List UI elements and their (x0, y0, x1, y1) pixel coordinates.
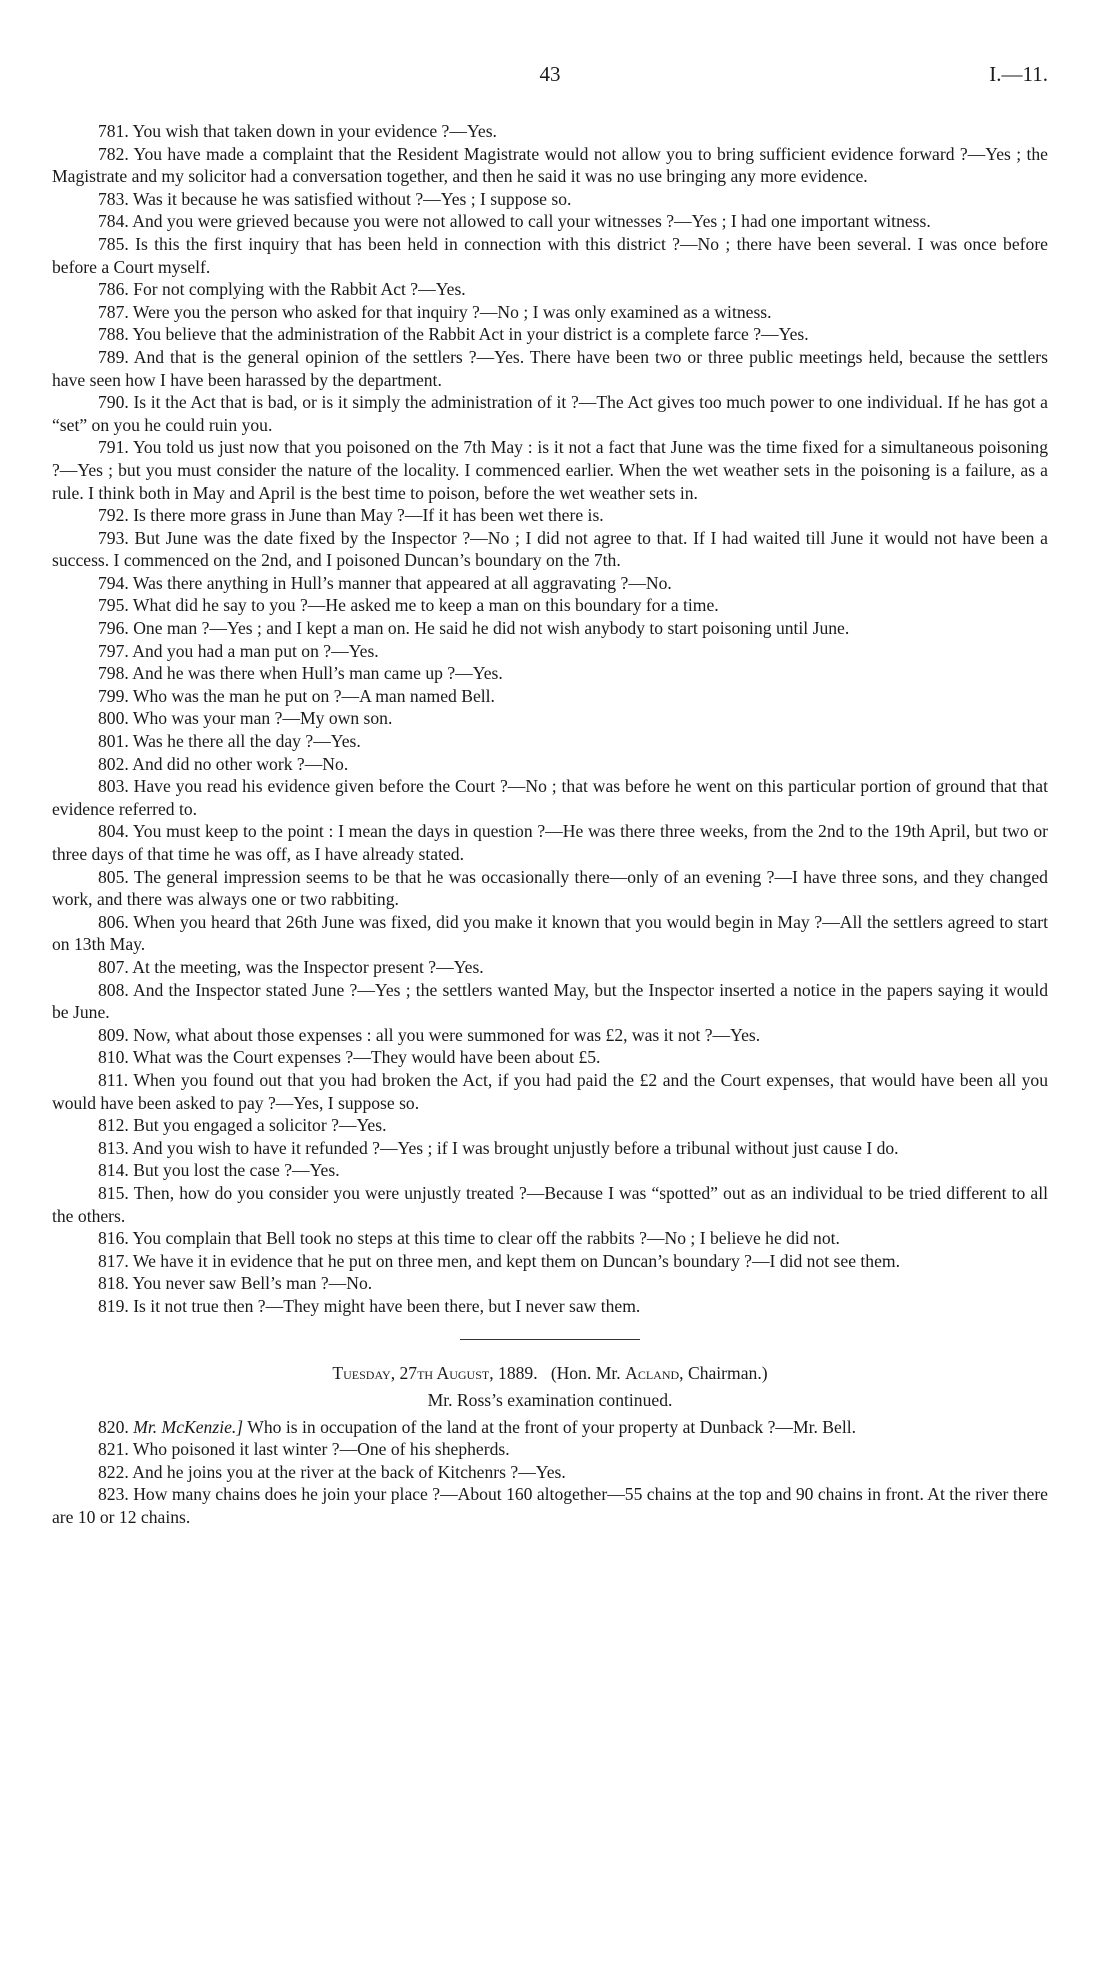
question-text: Who was the man he put on ?—A man named Bell. (132, 685, 495, 706)
question-paragraph (52, 617, 1048, 640)
question-number: 814. (98, 1160, 129, 1181)
question-paragraph (52, 1416, 1048, 1439)
question-paragraph (52, 188, 1048, 211)
question-number: 786. (98, 279, 129, 300)
question-text: But you engaged a solicitor ?—Yes. (133, 1115, 387, 1136)
question-text: When you heard that 26th June was fixed, did you make it known that you would begin in May ?—All the settlers agreed to start on 13th May. (52, 911, 1048, 955)
document-code: I.—11. (989, 62, 1048, 86)
question-number: 795. (98, 595, 129, 616)
question-text: The general impression seems to be that he was occasionally there—only of an evening ?—I have three sons, and they changed work, and there was always one or two rabbiting. (52, 866, 1048, 910)
question-number: 804. (98, 821, 129, 842)
question-text: Is this the first inquiry that has been held in connection with this district ?—No ; there have been several. I was once before before a Court myself. (52, 233, 1048, 277)
question-paragraph (52, 911, 1048, 956)
question-paragraph (52, 1227, 1048, 1250)
question-text: Was there anything in Hull’s manner that appeared at all aggravating ?—No. (132, 572, 672, 593)
question-text: What was the Court expenses ?—They would have been about £5. (132, 1047, 601, 1068)
question-paragraph (52, 594, 1048, 617)
question-number: 797. (98, 640, 129, 661)
question-paragraph (52, 707, 1048, 730)
question-text: Who was your man ?—My own son. (132, 708, 393, 729)
question-text: You told us just now that you poisoned on the 7th May : is it not a fact that June was the time fixed for a simultaneous poisoning ?—Yes ; but you must consider the nature of the locality. I commenced earlier. When the wet weather sets in the poisoning is a failure, as a rule. I think both in May and April is the best time to poison, before the wet weather sets in. (52, 437, 1049, 503)
question-number: 818. (98, 1273, 129, 1294)
question-paragraph (52, 233, 1048, 278)
question-number: 789. (98, 346, 129, 367)
question-number: 788. (98, 324, 129, 345)
session-heading (52, 1362, 1048, 1385)
session-chair-close: Chairman.) (687, 1363, 768, 1384)
question-number: 809. (98, 1024, 129, 1045)
question-text: You must keep to the point : I mean the days in question ?—He was there three weeks, from the 2nd to the 19th April, but two or three days of that time he was off, as I have already stated. (52, 821, 1048, 864)
question-text: Is it not true then ?—They might have been there, but I never saw them. (133, 1295, 641, 1316)
question-text: We have it in evidence that he put on three men, and kept them on Duncan’s boundary ?—I did not see them. (132, 1250, 900, 1271)
question-paragraph (52, 979, 1048, 1024)
question-text: One man ?—Yes ; and I kept a man on. He said he did not wish anybody to start poisoning until June. (133, 618, 850, 639)
question-text: You complain that Bell took no steps at this time to clear off the rabbits ?—No ; I believe he did not. (132, 1228, 840, 1249)
question-number: 819. (98, 1295, 129, 1316)
question-paragraph (52, 210, 1048, 233)
question-text: Was he there all the day ?—Yes. (132, 731, 361, 752)
question-text: Is it the Act that is bad, or is it simply the administration of it ?—The Act gives too much power to one individual. If he has got a “set” on you he could ruin you. (52, 392, 1048, 435)
question-list-continued (52, 1416, 1048, 1529)
question-number: 807. (98, 956, 129, 977)
question-text: But you lost the case ?—Yes. (133, 1160, 340, 1181)
question-number: 813. (98, 1137, 129, 1158)
question-paragraph (52, 346, 1048, 391)
question-paragraph (52, 1046, 1048, 1069)
question-paragraph (52, 1461, 1048, 1484)
question-paragraph (52, 1024, 1048, 1047)
question-text: Who poisoned it last winter ?—One of his shepherds. (132, 1439, 510, 1460)
question-number: 816. (98, 1228, 129, 1249)
question-text: And he was there when Hull’s man came up ?—Yes. (132, 663, 503, 684)
question-text: What did he say to you ?—He asked me to keep a man on this boundary for a time. (132, 595, 719, 616)
question-paragraph (52, 640, 1048, 663)
question-paragraph (52, 436, 1048, 504)
question-text: For not complying with the Rabbit Act ?—Yes. (133, 279, 466, 300)
question-number: 801. (98, 731, 129, 752)
session-day: Tuesday, 27th August, 1889. (332, 1363, 538, 1384)
question-text: And you were grieved because you were not allowed to call your witnesses ?—Yes ; I had one important witness. (132, 211, 931, 232)
question-paragraph (52, 730, 1048, 753)
question-paragraph (52, 391, 1048, 436)
question-paragraph (52, 685, 1048, 708)
question-number: 810. (98, 1047, 129, 1068)
speaker-name: Mr. McKenzie.] (133, 1416, 244, 1437)
question-paragraph (52, 527, 1048, 572)
question-paragraph (52, 956, 1048, 979)
question-text: Who is in occupation of the land at the front of your property at Dunback ?—Mr. Bell. (247, 1416, 857, 1437)
question-number: 817. (98, 1250, 129, 1271)
question-number: 792. (98, 505, 129, 526)
question-number: 815. (98, 1182, 129, 1203)
question-text: And the Inspector stated June ?—Yes ; the settlers wanted May, but the Inspector inserted a notice in the papers saying it would be June. (52, 979, 1048, 1023)
question-paragraph (52, 820, 1048, 865)
question-number: 820. (98, 1416, 129, 1437)
question-number: 812. (98, 1115, 129, 1136)
question-number: 803. (98, 776, 129, 797)
question-paragraph (52, 1483, 1048, 1528)
question-text: And did no other work ?—No. (132, 753, 349, 774)
question-paragraph (52, 504, 1048, 527)
document-body (52, 120, 1048, 1529)
question-number: 823. (98, 1484, 129, 1505)
question-number: 811. (98, 1069, 129, 1090)
question-text: Then, how do you consider you were unjustly treated ?—Because I was “spotted” out as an individual to be tried different to all the others. (52, 1182, 1048, 1226)
question-paragraph (52, 775, 1048, 820)
question-text: Now, what about those expenses : all you were summoned for was £2, was it not ?—Yes. (133, 1024, 761, 1045)
question-number: 783. (98, 188, 129, 209)
question-text: Was it because he was satisfied without ?—Yes ; I suppose so. (132, 188, 572, 209)
question-number: 799. (98, 685, 129, 706)
session-chair-open: (Hon. Mr. (550, 1363, 621, 1384)
question-number: 784. (98, 211, 129, 232)
question-number: 785. (98, 233, 129, 254)
question-paragraph (52, 143, 1048, 188)
question-text: You wish that taken down in your evidence ?—Yes. (132, 121, 497, 141)
question-paragraph (52, 866, 1048, 911)
question-number: 822. (98, 1461, 129, 1482)
question-number: 802. (98, 753, 129, 774)
question-paragraph (52, 323, 1048, 346)
question-text: And you wish to have it refunded ?—Yes ; if I was brought unjustly before a tribunal without just cause I do. (132, 1137, 899, 1158)
question-paragraph (52, 301, 1048, 324)
session-chair-name: Acland, (625, 1363, 684, 1384)
question-text: How many chains does he join your place ?—About 160 altogether—55 chains at the top and 90 chains in front. At the river there are 10 or 12 chains. (52, 1484, 1048, 1528)
question-paragraph (52, 1069, 1048, 1114)
question-text: At the meeting, was the Inspector present ?—Yes. (132, 956, 484, 977)
question-paragraph (52, 1114, 1048, 1137)
question-paragraph (52, 753, 1048, 776)
question-number: 805. (98, 866, 129, 887)
question-paragraph (52, 120, 1048, 143)
page-header (52, 62, 1048, 94)
question-text: Is there more grass in June than May ?—If it has been wet there is. (133, 505, 604, 526)
question-number: 782. (98, 143, 129, 164)
question-text: You have made a complaint that the Resident Magistrate would not allow you to bring sufficient evidence forward ?—Yes ; the Magistrate and my solicitor had a conversation together, and then he said it was no use bringing any more evidence. (52, 143, 1048, 187)
question-number: 790. (98, 392, 129, 413)
question-paragraph (52, 1137, 1048, 1160)
question-paragraph (52, 1438, 1048, 1461)
question-text: Were you the person who asked for that inquiry ?—No ; I was only examined as a witness. (132, 301, 772, 322)
question-number: 793. (98, 527, 129, 548)
question-paragraph (52, 1295, 1048, 1318)
question-text: And that is the general opinion of the settlers ?—Yes. There have been two or three public meetings held, because the settlers have seen how I have been harassed by the department. (52, 346, 1048, 390)
question-paragraph (52, 662, 1048, 685)
question-number: 798. (98, 663, 129, 684)
question-paragraph (52, 1272, 1048, 1295)
question-number: 821. (98, 1439, 129, 1460)
question-list (52, 120, 1048, 1317)
question-number: 781. (98, 121, 129, 141)
question-paragraph (52, 1182, 1048, 1227)
question-number: 787. (98, 301, 129, 322)
question-number: 794. (98, 572, 129, 593)
page-number: 43 (539, 62, 561, 86)
question-text: But June was the date fixed by the Inspector ?—No ; I did not agree to that. If I had waited till June it would not have been a success. I commenced on the 2nd, and I poisoned Duncan’s boundary on the 7th. (52, 527, 1048, 571)
session-continued: Mr. Ross’s examination continued. (427, 1390, 673, 1411)
question-number: 791. (98, 437, 129, 458)
section-divider (460, 1339, 640, 1340)
question-paragraph (52, 1159, 1048, 1182)
question-text: And he joins you at the river at the back of Kitchenrs ?—Yes. (132, 1461, 566, 1482)
question-number: 796. (98, 618, 129, 639)
question-paragraph (52, 1250, 1048, 1273)
question-text: You never saw Bell’s man ?—No. (132, 1273, 373, 1294)
question-text: When you found out that you had broken the Act, if you had paid the £2 and the Court expenses, that would have been all you would have been asked to pay ?—Yes, I suppose so. (52, 1069, 1048, 1113)
question-number: 806. (98, 911, 129, 932)
question-paragraph (52, 572, 1048, 595)
question-number: 808. (98, 979, 129, 1000)
question-text: And you had a man put on ?—Yes. (132, 640, 379, 661)
question-text: You believe that the administration of the Rabbit Act in your district is a complete farce ?—Yes. (132, 324, 809, 345)
question-text: Have you read his evidence given before the Court ?—No ; that was before he went on this particular portion of ground that that evidence referred to. (52, 776, 1048, 819)
question-number: 800. (98, 708, 129, 729)
question-paragraph (52, 278, 1048, 301)
